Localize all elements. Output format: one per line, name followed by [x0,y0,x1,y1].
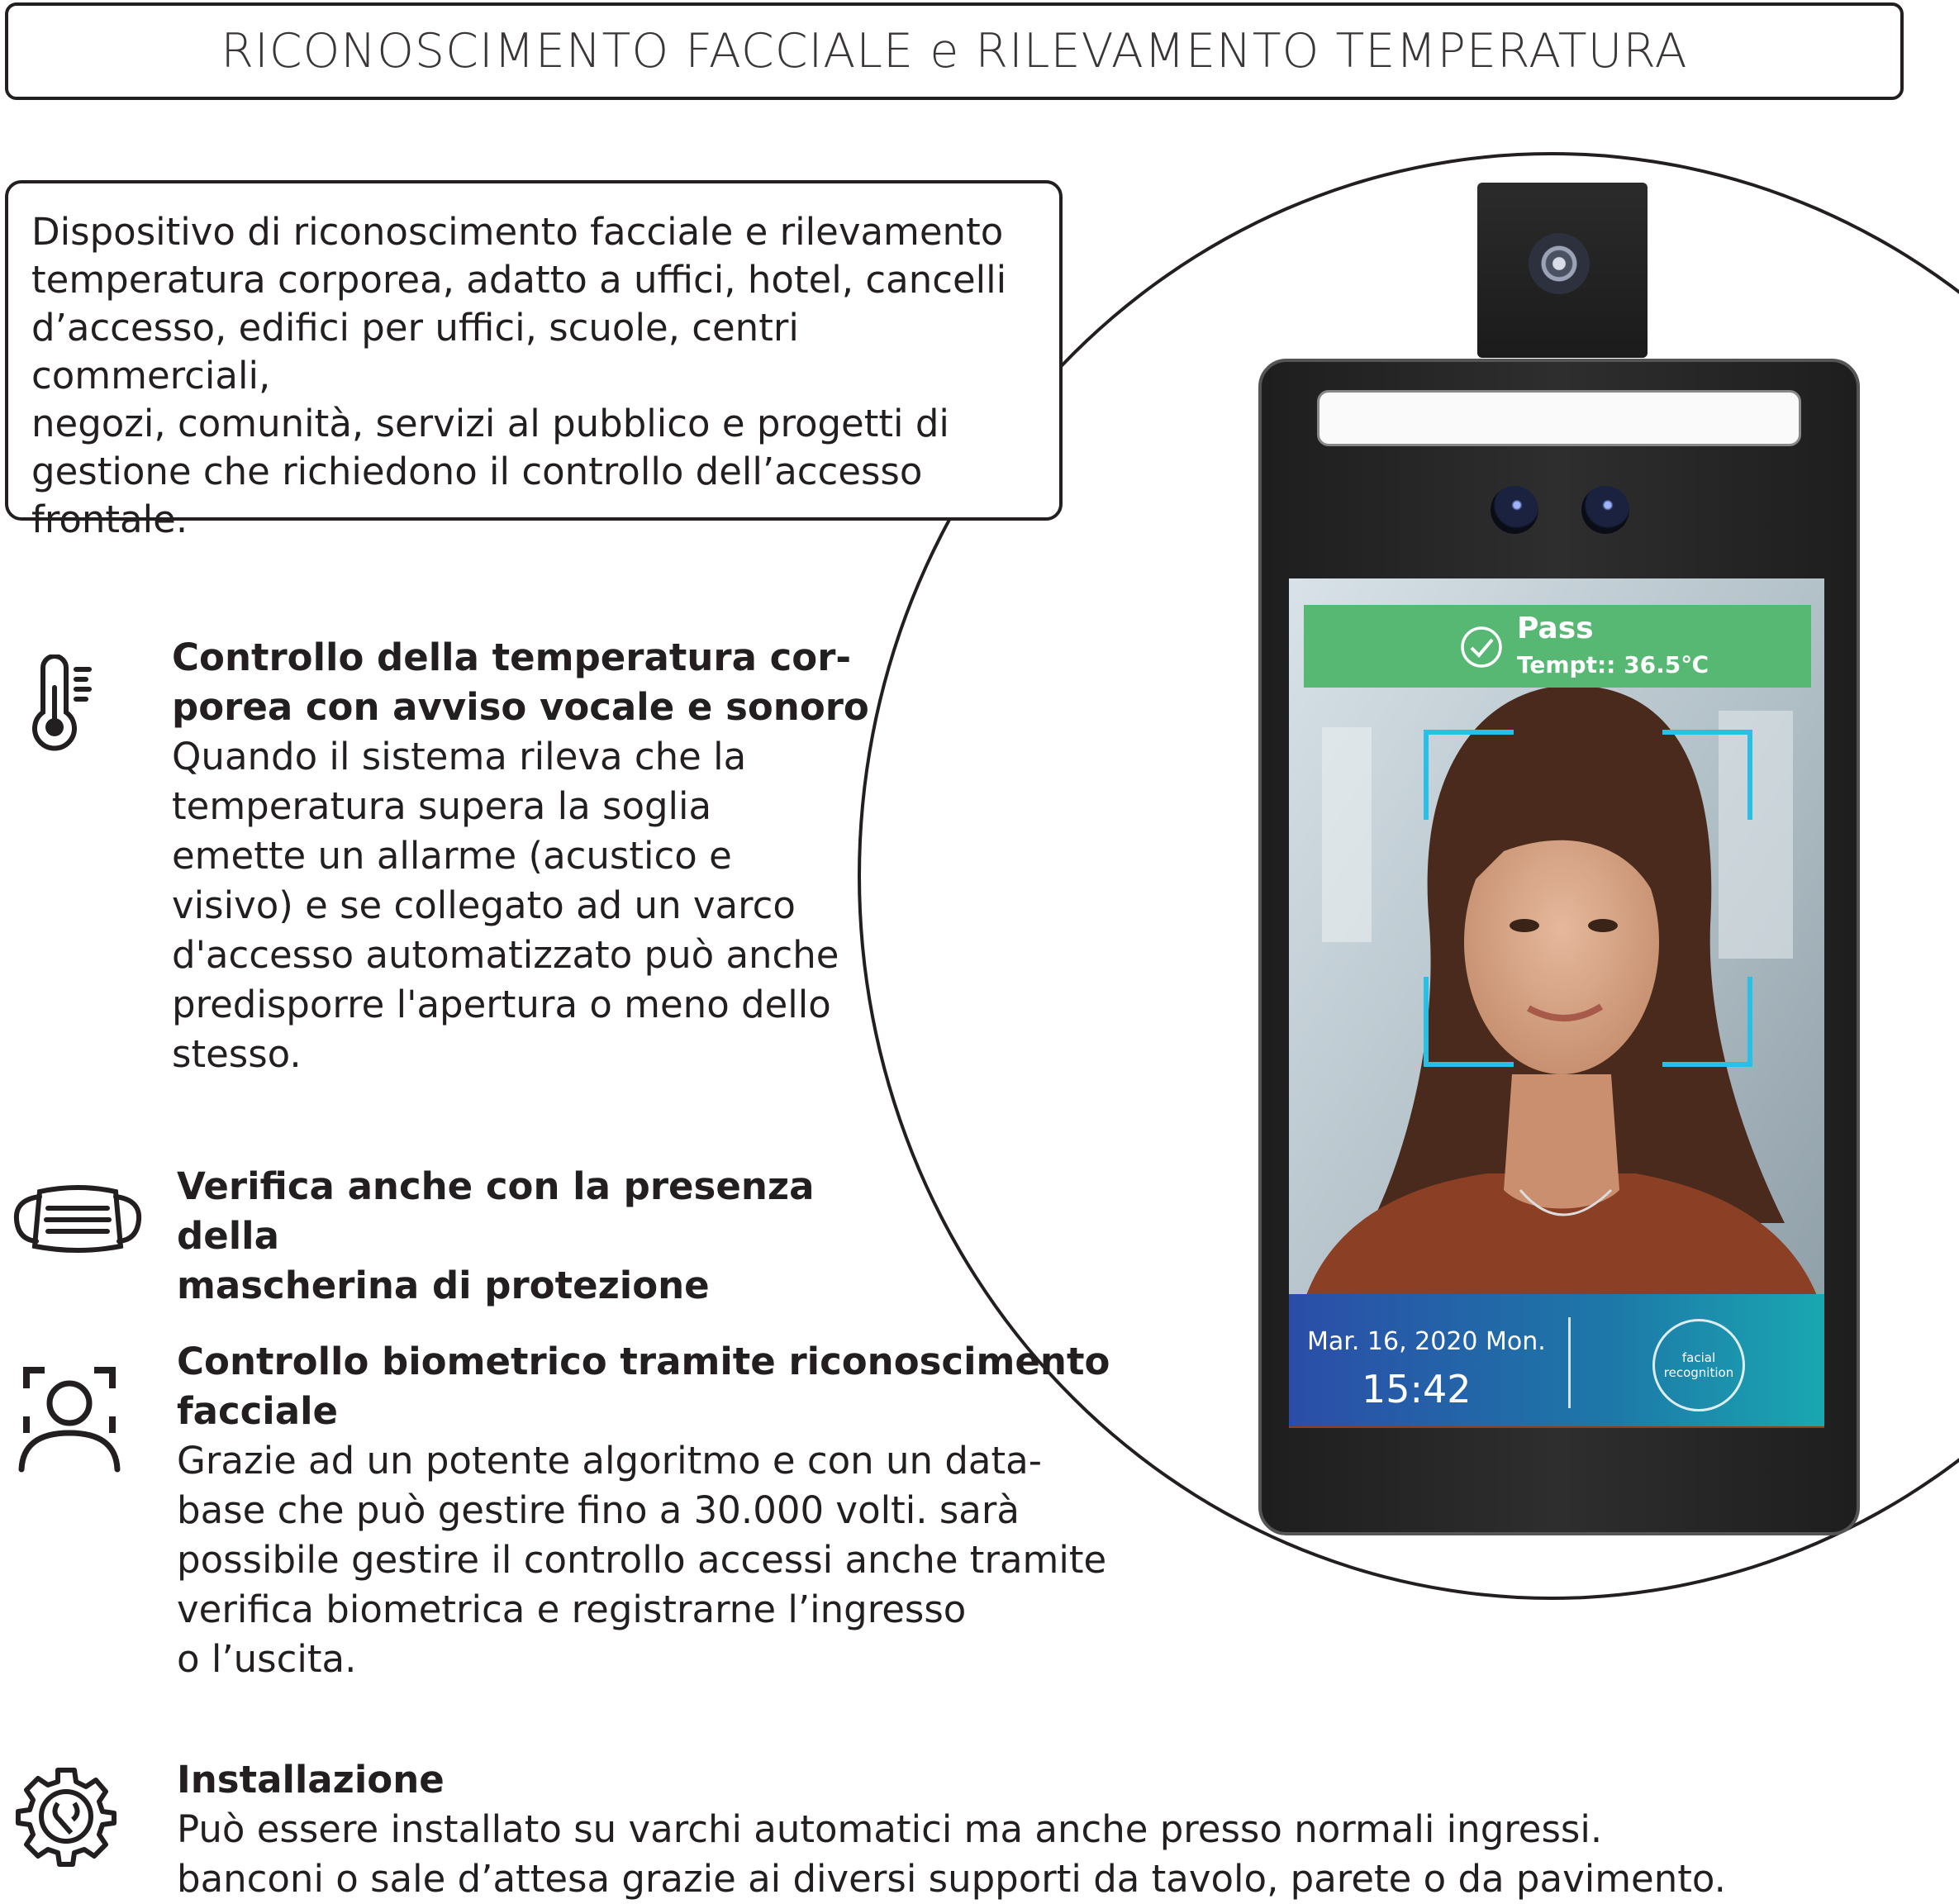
face-scan-frame [1423,729,1753,1068]
sensor-eye-icon [1581,486,1629,534]
feature-title-line: porea con avviso vocale e sonoro [172,685,869,729]
intro-text [31,208,1043,544]
intro-line: negozi, comunità, servizi al pubblico e progetti di [31,402,949,445]
feature-body-line: base che può gestire fino a 30.000 volti. sarà [177,1488,1020,1532]
intro-line: gestione che richiedono il controllo dell’accesso [31,450,923,493]
feature-body-line: banconi o sale d’attesa grazie ai diversi supporti da tavolo, parete o da pavimento. [177,1857,1726,1901]
feature-title-line: Controllo della temperatura cor- [172,635,852,679]
feature-body-line: o l’uscita. [177,1637,357,1681]
feature-title-line: Controllo biometrico tramite riconoscimento [177,1340,1110,1383]
feature-body-line: visivo) e se collegato ad un varco [172,883,796,927]
temperature-readout: Tempt:: 36.5℃ [1517,651,1709,678]
footer-divider [1568,1317,1571,1408]
date-readout: Mar. 16, 2020 Mon. [1307,1327,1546,1356]
light-bar [1317,390,1801,446]
feature-body-line: predisporre l'apertura o meno dello [172,983,831,1026]
pass-status-bar [1304,605,1811,688]
feature-temperature [172,633,882,1079]
feature-title-line: Verifica anche con la presenza della [177,1164,815,1258]
facial-recognition-badge [1652,1319,1745,1411]
thermometer-icon [25,654,99,752]
feature-title-line: mascherina di protezione [177,1264,710,1307]
feature-title [177,1755,1945,1805]
screen-footer [1289,1294,1824,1426]
feature-body-line: stesso. [172,1032,302,1076]
feature-body-line: possibile gestire il controllo accessi anche tramite [177,1538,1107,1582]
feature-title [177,1337,1168,1436]
time-readout: 15:42 [1362,1367,1472,1411]
feature-body [172,732,882,1079]
intro-line: frontale. [31,497,188,541]
feature-mask [177,1162,920,1311]
feature-body-line: d'accesso automatizzato può anche [172,933,839,977]
page-title: RICONOSCIMENTO FACCIALE e RILEVAMENTO TEMPERATURA [221,24,1688,79]
feature-body [177,1436,1168,1684]
badge-text: facial [1681,1350,1716,1365]
feature-body [177,1805,1945,1904]
feature-title [177,1162,920,1311]
feature-body-line: emette un allarme (acustico e [172,834,732,878]
face-scan-icon [17,1364,122,1473]
feature-body-line: Può essere installato su varchi automatici ma anche presso normali ingressi. [177,1807,1603,1851]
sensor-eye-icon [1491,486,1538,534]
title-box [5,2,1904,100]
feature-biometric [177,1337,1168,1684]
intro-line: Dispositivo di riconoscimento facciale e rilevamento [31,210,1004,254]
intro-line: d’accesso, edifici per uffici, scuole, centri commerciali, [31,306,799,397]
feature-title-line: facciale [177,1389,339,1433]
badge-text: recognition [1663,1365,1734,1380]
intro-box [5,180,1063,541]
feature-body-line: Quando il sistema rileva che la [172,735,747,778]
check-circle-icon [1459,625,1504,669]
gear-wrench-icon [15,1765,117,1868]
feature-body-line: Grazie ad un potente algoritmo e con un data- [177,1439,1042,1483]
face-mask-icon [12,1183,144,1254]
feature-title [172,633,882,732]
feature-title-line: Installazione [177,1758,445,1802]
feature-body-line: temperatura supera la soglia [172,784,712,828]
feature-installation [177,1755,1945,1904]
feature-body-line: verifica biometrica e registrarne l’ingresso [177,1587,967,1631]
intro-line: temperatura corporea, adatto a uffici, hotel, cancelli [31,258,1007,302]
pass-status-text: Pass [1517,612,1594,645]
camera-lens-icon [1529,233,1590,294]
